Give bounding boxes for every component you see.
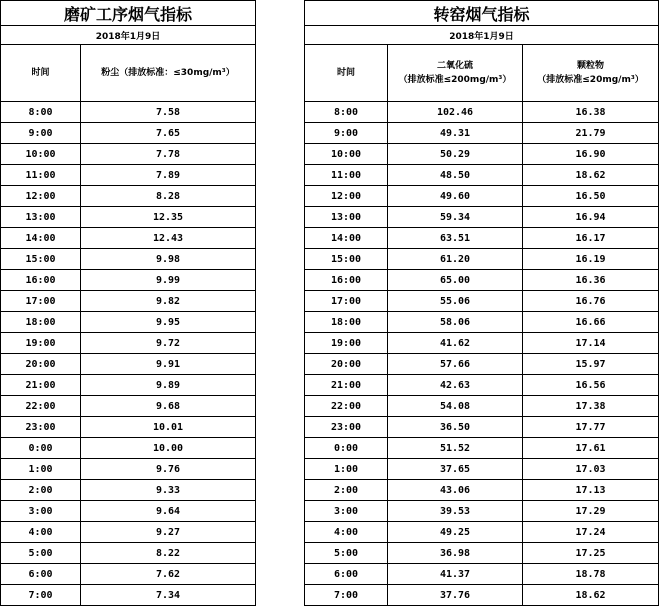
- pm-value-cell: 18.78: [523, 564, 659, 585]
- time-cell: 4:00: [1, 522, 81, 543]
- time-cell: 3:00: [305, 501, 388, 522]
- pm-value-cell: 21.79: [523, 123, 659, 144]
- kiln-col-pm-standard: （排放标准≤20mg/m³）: [537, 75, 644, 85]
- table-row: [1, 396, 256, 417]
- table-row: [1, 417, 256, 438]
- so2-value-cell: 42.63: [388, 375, 523, 396]
- dust-value-cell: 7.34: [81, 585, 256, 606]
- kiln-emissions-table: [304, 0, 659, 606]
- time-cell: 7:00: [305, 585, 388, 606]
- table-row: [305, 543, 659, 564]
- table-row: [305, 123, 659, 144]
- so2-value-cell: 58.06: [388, 312, 523, 333]
- pm-value-cell: 16.90: [523, 144, 659, 165]
- time-cell: 3:00: [1, 501, 81, 522]
- pm-value-cell: 17.24: [523, 522, 659, 543]
- table-row: [305, 186, 659, 207]
- dust-value-cell: 9.68: [81, 396, 256, 417]
- table-row: [1, 186, 256, 207]
- table-row: [305, 165, 659, 186]
- time-cell: 10:00: [1, 144, 81, 165]
- table-row: [305, 417, 659, 438]
- time-cell: 20:00: [305, 354, 388, 375]
- table-row: [305, 480, 659, 501]
- kiln-table-title: 转窑烟气指标: [305, 1, 659, 26]
- table-row: [305, 564, 659, 585]
- so2-value-cell: 61.20: [388, 249, 523, 270]
- pm-value-cell: 17.03: [523, 459, 659, 480]
- dust-value-cell: 9.76: [81, 459, 256, 480]
- table-row: [1, 543, 256, 564]
- time-cell: 12:00: [305, 186, 388, 207]
- table-row: [1, 333, 256, 354]
- table-row: [1, 102, 256, 123]
- grinding-col-time-header: 时间: [1, 45, 81, 102]
- table-row: [305, 144, 659, 165]
- table-row: [1, 375, 256, 396]
- grinding-table-date: 2018年1月9日: [1, 26, 256, 45]
- time-cell: 23:00: [1, 417, 81, 438]
- time-cell: 8:00: [305, 102, 388, 123]
- so2-value-cell: 36.98: [388, 543, 523, 564]
- so2-value-cell: 54.08: [388, 396, 523, 417]
- table-row: [1, 249, 256, 270]
- kiln-col-pm-header: [523, 45, 659, 102]
- table-row: [305, 249, 659, 270]
- pm-value-cell: 16.50: [523, 186, 659, 207]
- so2-value-cell: 49.31: [388, 123, 523, 144]
- table-gap: [256, 0, 303, 604]
- so2-value-cell: 57.66: [388, 354, 523, 375]
- dust-value-cell: 7.58: [81, 102, 256, 123]
- so2-value-cell: 49.25: [388, 522, 523, 543]
- pm-value-cell: 17.29: [523, 501, 659, 522]
- table-row: [1, 354, 256, 375]
- time-cell: 5:00: [305, 543, 388, 564]
- table-row: [1, 585, 256, 606]
- dust-value-cell: 9.33: [81, 480, 256, 501]
- table-row: [1, 459, 256, 480]
- time-cell: 1:00: [1, 459, 81, 480]
- pm-value-cell: 17.77: [523, 417, 659, 438]
- time-cell: 0:00: [1, 438, 81, 459]
- pm-value-cell: 16.56: [523, 375, 659, 396]
- pm-value-cell: 16.66: [523, 312, 659, 333]
- table-row: [305, 207, 659, 228]
- dust-value-cell: 10.00: [81, 438, 256, 459]
- kiln-col-so2-label: 二氧化硫: [436, 61, 473, 71]
- dust-value-cell: 7.65: [81, 123, 256, 144]
- dust-value-cell: 12.35: [81, 207, 256, 228]
- table-row: [305, 459, 659, 480]
- so2-value-cell: 55.06: [388, 291, 523, 312]
- table-row: [305, 438, 659, 459]
- time-cell: 9:00: [1, 123, 81, 144]
- time-cell: 11:00: [1, 165, 81, 186]
- time-cell: 13:00: [1, 207, 81, 228]
- so2-value-cell: 41.37: [388, 564, 523, 585]
- dust-value-cell: 9.64: [81, 501, 256, 522]
- pm-value-cell: 17.14: [523, 333, 659, 354]
- time-cell: 10:00: [305, 144, 388, 165]
- time-cell: 22:00: [1, 396, 81, 417]
- table-row: [1, 228, 256, 249]
- table-row: [305, 312, 659, 333]
- pm-value-cell: 17.25: [523, 543, 659, 564]
- so2-value-cell: 59.34: [388, 207, 523, 228]
- time-cell: 19:00: [305, 333, 388, 354]
- kiln-col-so2-header: [388, 45, 523, 102]
- time-cell: 13:00: [305, 207, 388, 228]
- table-row: [1, 564, 256, 585]
- table-row: [305, 375, 659, 396]
- time-cell: 16:00: [1, 270, 81, 291]
- so2-value-cell: 39.53: [388, 501, 523, 522]
- so2-value-cell: 51.52: [388, 438, 523, 459]
- so2-value-cell: 50.29: [388, 144, 523, 165]
- table-row: [305, 585, 659, 606]
- grinding-table-title: 磨矿工序烟气指标: [1, 1, 256, 26]
- grinding-col-dust-header: 粉尘（排放标准：≤30mg/m³）: [81, 45, 256, 102]
- time-cell: 18:00: [305, 312, 388, 333]
- table-row: [1, 144, 256, 165]
- time-cell: 22:00: [305, 396, 388, 417]
- so2-value-cell: 41.62: [388, 333, 523, 354]
- table-row: [305, 396, 659, 417]
- pm-value-cell: 18.62: [523, 585, 659, 606]
- time-cell: 12:00: [1, 186, 81, 207]
- dust-value-cell: 9.89: [81, 375, 256, 396]
- so2-value-cell: 48.50: [388, 165, 523, 186]
- so2-value-cell: 65.00: [388, 270, 523, 291]
- time-cell: 14:00: [305, 228, 388, 249]
- table-row: [305, 522, 659, 543]
- dust-value-cell: 9.82: [81, 291, 256, 312]
- time-cell: 9:00: [305, 123, 388, 144]
- time-cell: 6:00: [1, 564, 81, 585]
- time-cell: 17:00: [305, 291, 388, 312]
- dust-value-cell: 9.72: [81, 333, 256, 354]
- time-cell: 23:00: [305, 417, 388, 438]
- so2-value-cell: 63.51: [388, 228, 523, 249]
- dust-value-cell: 8.22: [81, 543, 256, 564]
- dust-value-cell: 9.98: [81, 249, 256, 270]
- time-cell: 4:00: [305, 522, 388, 543]
- so2-value-cell: 37.76: [388, 585, 523, 606]
- so2-value-cell: 37.65: [388, 459, 523, 480]
- pm-value-cell: 18.62: [523, 165, 659, 186]
- table-row: [1, 438, 256, 459]
- time-cell: 2:00: [1, 480, 81, 501]
- pm-value-cell: 16.76: [523, 291, 659, 312]
- kiln-col-pm-label: 颗粒物: [577, 61, 605, 71]
- dust-value-cell: 9.91: [81, 354, 256, 375]
- dust-value-cell: 8.28: [81, 186, 256, 207]
- time-cell: 11:00: [305, 165, 388, 186]
- time-cell: 15:00: [1, 249, 81, 270]
- grinding-emissions-table: [0, 0, 256, 606]
- kiln-table-date: 2018年1月9日: [305, 26, 659, 45]
- dust-value-cell: 9.99: [81, 270, 256, 291]
- pm-value-cell: 16.38: [523, 102, 659, 123]
- time-cell: 18:00: [1, 312, 81, 333]
- so2-value-cell: 43.06: [388, 480, 523, 501]
- table-row: [305, 291, 659, 312]
- so2-value-cell: 36.50: [388, 417, 523, 438]
- pm-value-cell: 17.61: [523, 438, 659, 459]
- time-cell: 21:00: [305, 375, 388, 396]
- dust-value-cell: 10.01: [81, 417, 256, 438]
- kiln-col-time-header: 时间: [305, 45, 388, 102]
- time-cell: 20:00: [1, 354, 81, 375]
- time-cell: 5:00: [1, 543, 81, 564]
- pm-value-cell: 16.94: [523, 207, 659, 228]
- pm-value-cell: 17.13: [523, 480, 659, 501]
- time-cell: 15:00: [305, 249, 388, 270]
- time-cell: 14:00: [1, 228, 81, 249]
- table-row: [305, 102, 659, 123]
- time-cell: 16:00: [305, 270, 388, 291]
- dust-value-cell: 7.62: [81, 564, 256, 585]
- time-cell: 8:00: [1, 102, 81, 123]
- dust-value-cell: 7.89: [81, 165, 256, 186]
- table-row: [1, 291, 256, 312]
- time-cell: 6:00: [305, 564, 388, 585]
- so2-value-cell: 49.60: [388, 186, 523, 207]
- table-row: [305, 228, 659, 249]
- table-row: [305, 270, 659, 291]
- table-row: [1, 207, 256, 228]
- dust-value-cell: 9.95: [81, 312, 256, 333]
- pm-value-cell: 16.19: [523, 249, 659, 270]
- time-cell: 21:00: [1, 375, 81, 396]
- table-row: [305, 354, 659, 375]
- time-cell: 2:00: [305, 480, 388, 501]
- table-row: [1, 270, 256, 291]
- table-row: [305, 333, 659, 354]
- dust-value-cell: 7.78: [81, 144, 256, 165]
- table-row: [1, 501, 256, 522]
- pm-value-cell: 15.97: [523, 354, 659, 375]
- time-cell: 7:00: [1, 585, 81, 606]
- kiln-col-so2-standard: （排放标准≤200mg/m³）: [398, 75, 512, 85]
- so2-value-cell: 102.46: [388, 102, 523, 123]
- table-row: [1, 312, 256, 333]
- dust-value-cell: 12.43: [81, 228, 256, 249]
- table-row: [1, 123, 256, 144]
- pm-value-cell: 16.36: [523, 270, 659, 291]
- time-cell: 0:00: [305, 438, 388, 459]
- time-cell: 1:00: [305, 459, 388, 480]
- table-row: [1, 522, 256, 543]
- table-row: [305, 501, 659, 522]
- time-cell: 19:00: [1, 333, 81, 354]
- table-row: [1, 165, 256, 186]
- table-row: [1, 480, 256, 501]
- time-cell: 17:00: [1, 291, 81, 312]
- pm-value-cell: 16.17: [523, 228, 659, 249]
- pm-value-cell: 17.38: [523, 396, 659, 417]
- dust-value-cell: 9.27: [81, 522, 256, 543]
